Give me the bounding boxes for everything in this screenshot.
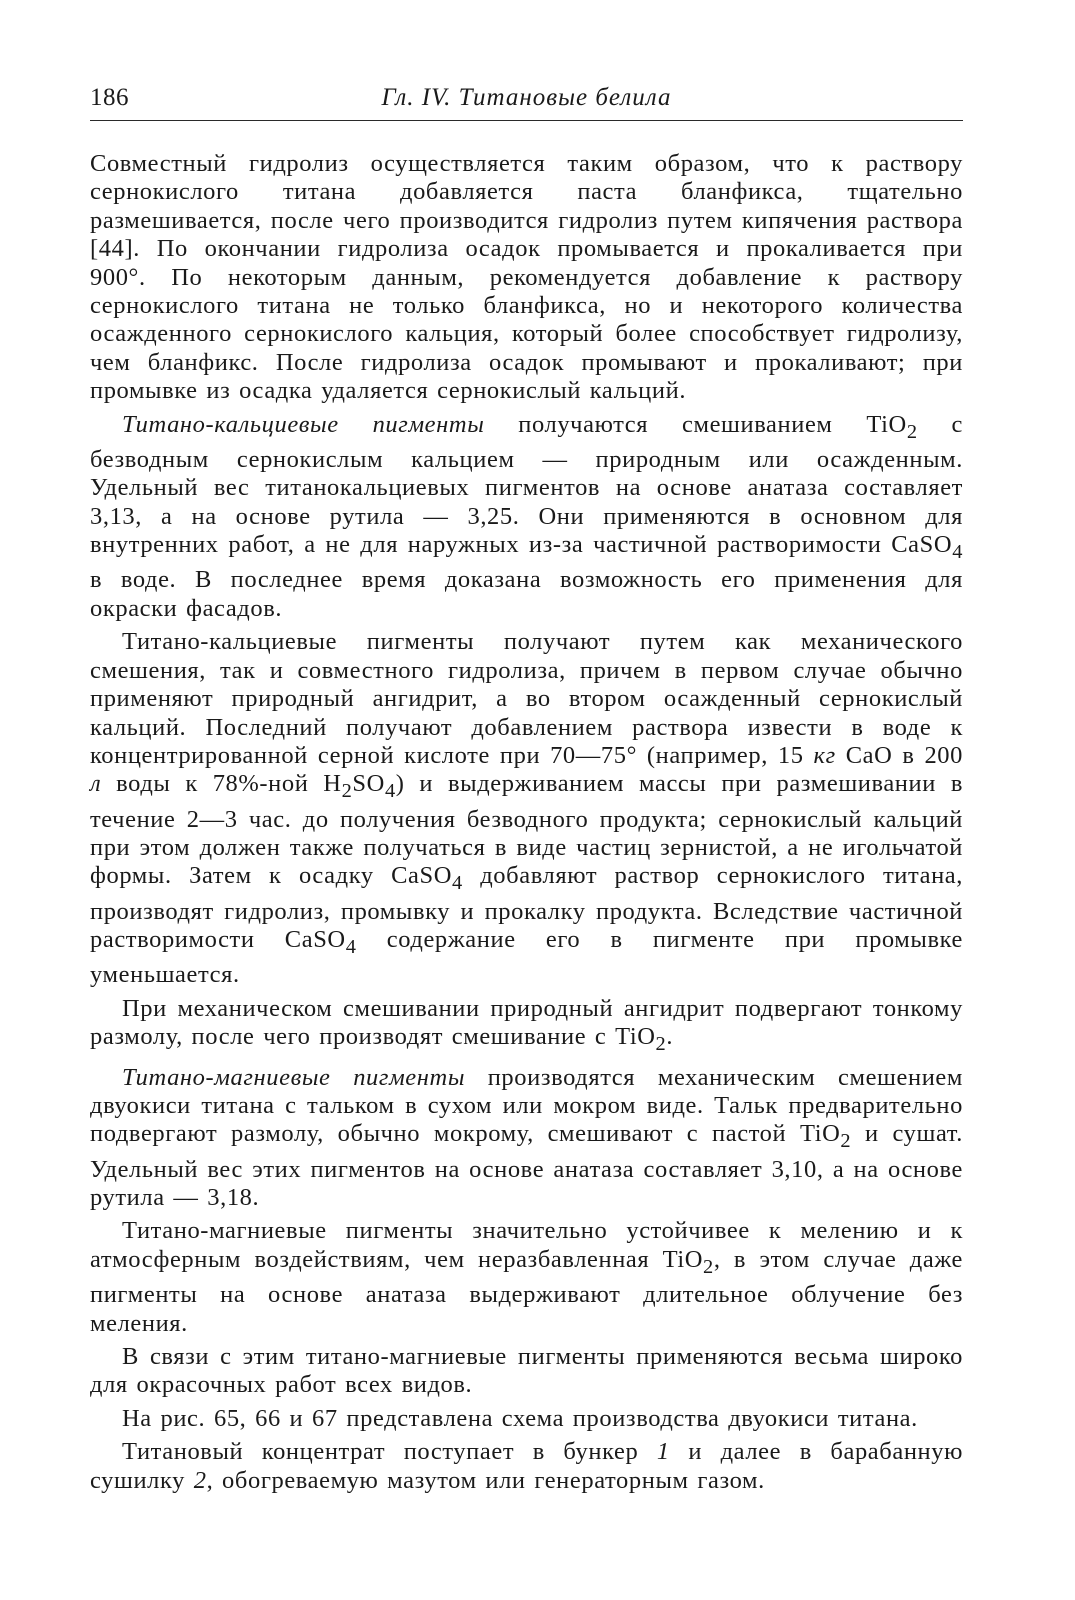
text-run: добавляют раствор сернокислого титана, производят гидролиз, промывку и прокалку продукта. Вследствие частичной растворимости CaSO [90,862,963,954]
italic-text: 1 [656,1438,670,1466]
text-run: Титано-магниевые пигменты значительно устойчивее к мелению и к атмосферным воздействиям, чем неразбавленная TiO [90,1217,963,1273]
paragraph [90,995,963,1059]
page-header [90,84,963,118]
text-run: и сушат. Удельный вес этих пигментов на основе анатаза составляет 3,10, а на основе рутила — 3,18. [90,1120,963,1212]
subscript: 2 [703,1255,714,1278]
italic-text: л [90,770,102,798]
text-run: и далее в барабанную сушилку [90,1438,964,1494]
subscript: 4 [384,780,396,803]
text-run: Титано-кальциевые пигменты получают путем как механического смешения, так и совместного гидролиза, причем в первом случае обычно применяют природный ангидрит, а во втором осажденный сернокислый кальций. Последний получают добавлением раствора извести в воде к концентрированной серной кислоте при 70—75° (например, 15 [90,628,963,769]
text-run: Совместный гидролиз осуществляется таким образом, что к раствору сернокислого титана добавляется паста бланфикса, тщательно размешивается, после чего производится гидролиз путем кипячения раствора [44]. По окончании гидролиза осадок промывается и прокаливается при 900°. По некоторым данным, рекомендуется добавление к раствору сернокислого титана не только бланфикса, но и некоторого количества осажденного сернокислого кальция, который более способствует гидролизу, чем бланфикс. После гидролиза осадок промывают и прокаливают; при промывке из осадка удаляется сернокислый кальций. [90,150,963,405]
paragraph [90,411,963,624]
subscript: 2 [840,1130,852,1153]
paragraph [90,1438,963,1495]
text-run: содержание его в пигменте при промывке уменьшается. [90,926,964,989]
paragraph [90,628,963,990]
text-run: производятся механическим смешением двуокиси титана с тальком в сухом или мокром виде. Тальк предварительно подвергают размолу, обычно мокрому, смешивают с пастой TiO [90,1063,964,1148]
header-rule [90,120,963,121]
subscript: 4 [452,872,463,895]
running-title: Гл. IV. Титановые белила [381,84,672,111]
text-run: На рис. 65, 66 и 67 представлена схема производства двуокиси титана. [122,1404,918,1432]
paragraph [90,150,963,406]
subscript: 4 [345,936,357,959]
text-run: В связи с этим титано-магниевые пигменты применяются весьма широко для окрасочных работ всех видов. [90,1342,963,1399]
subscript: 4 [952,541,963,564]
text-run: с безводным сернокислым кальцием — природным или осажденным. Удельный вес титанокальциевых пигментов на основе анатаза составляет 3,13, а на основе рутила — 3,25. Они применяются в основном для внутренних работ, а не для наружных из-за частичной растворимости CaSO [90,410,963,559]
text-run: , в этом случае даже пигменты на основе анатаза выдерживают длительное облучение без меления. [90,1245,963,1337]
subscript: 2 [655,1033,667,1056]
text-run: . [666,1023,674,1051]
paragraph [90,1217,963,1338]
subscript: 2 [906,420,918,443]
body-text [90,150,963,1500]
italic-text: Титано-кальциевые пигменты [122,410,485,438]
paragraph [90,1405,963,1433]
italic-text: кг [813,741,836,769]
text-run: в воде. В последнее время доказана возможность его применения для окраски фасадов. [90,566,963,622]
page-number: 186 [90,84,129,111]
text-run: воды к 78%-ной H [101,770,342,798]
text-run: При механическом смешивании природный ангидрит подвергают тонкому размолу, после чего производят смешивание с TiO [90,994,963,1051]
text-run: , обогреваемую мазутом или генераторным газом. [206,1466,765,1494]
subscript: 2 [341,780,353,803]
text-run: CaO в 200 [835,741,963,769]
text-run: Титановый концентрат поступает в бункер [122,1438,657,1466]
text-run: получаются смешиванием TiO [484,410,907,438]
paragraph [90,1343,963,1400]
text-run: SO [352,770,385,798]
italic-text: Титано-магниевые пигменты [122,1063,466,1091]
text-run: ) и выдерживанием массы при размешивании в течение 2—3 час. до получения безводного продукта; сернокислый кальций при этом должен также получаться в виде частиц зернистой, а не игольчатой формы. Затем к осадку CaSO [90,770,963,890]
paragraph [90,1064,963,1213]
italic-text: 2 [193,1466,207,1494]
